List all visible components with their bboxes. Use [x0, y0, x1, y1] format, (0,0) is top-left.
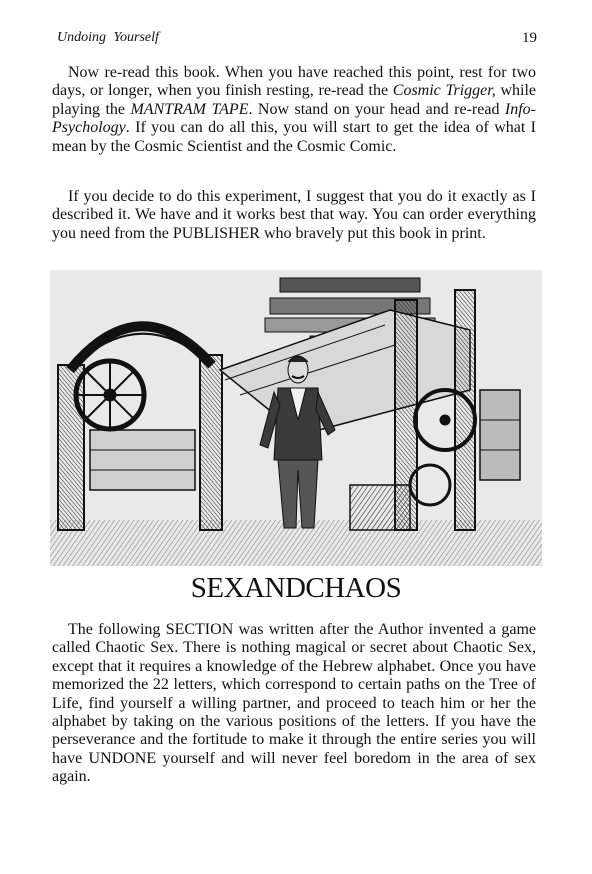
p1-cosmic-trigger: Cosmic Trigger,: [392, 82, 496, 100]
p1-mantram-tape: MANTRAM TAPE: [130, 100, 249, 118]
p1-text-a: Now re-read this book. When you have reached this point, rest for two days, or longer, when you finish resting, re-read the: [52, 64, 536, 100]
paragraph-chaotic-sex: [52, 621, 536, 787]
page-number: 19: [522, 30, 537, 46]
printing-press-engraving: [50, 270, 542, 566]
p1-text-c: . Now stand on your head and re-read: [248, 100, 505, 118]
flywheel: [76, 361, 144, 429]
p3-text: The following SECTION was written after the Author invented a game called Chaotic Sex. There is nothing magical or secret about Chaotic Sex, except that it requires a knowledge of the Hebrew alphabet. Once you have memorized the 22 letters, which correspond to certain paths on the Tree of Life, find yourself a willing partner, and proceed to teach him or her the alphabet by taking on the various positions of the letters. If you have the perseverance and the fortitude to make it through the entire series you will have UNDONE yourself and will never feel boredom in the area of sex again.: [52, 621, 536, 786]
printing-press-illustration: [50, 270, 542, 566]
running-header: [57, 30, 537, 50]
running-title: Undoing Yourself: [57, 30, 159, 45]
paragraph-experiment: [52, 188, 536, 243]
p1-text-d: . If you can do all this, you will start to get the idea of what I mean by the Cosmic Scientist and the Cosmic Comic.: [52, 119, 536, 155]
p1-info-psychology: Info-Psychology: [52, 100, 537, 137]
p1-text-b: while playing the: [52, 82, 537, 118]
paragraph-reread: [52, 64, 536, 156]
section-heading: SEXANDCHAOS: [190, 572, 402, 604]
p2-text: If you decide to do this experiment, I suggest that you do it exactly as I described it. We have and it works best that way. You can order everything you need from the PUBLISHER who bravely put this book in print.: [52, 188, 536, 242]
